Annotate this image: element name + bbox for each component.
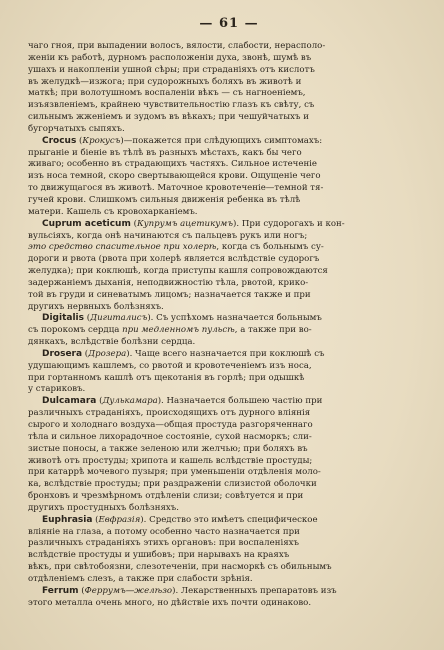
- text-line: [28, 432, 422, 444]
- page-text: [28, 41, 422, 610]
- text-segment: у стариковъ.: [28, 384, 86, 395]
- text-line: [28, 136, 422, 148]
- text-line: [28, 325, 422, 337]
- text-line: [28, 207, 422, 219]
- text-segment: съ порокомъ сердца: [28, 325, 123, 336]
- text-segment: маткѣ; при волотушномъ воспаленіи вѣкъ — съ нагноеніемъ,: [28, 88, 306, 99]
- text-line: [28, 456, 422, 468]
- text-line: [28, 254, 422, 266]
- text-line: [28, 467, 422, 479]
- text-line: [28, 361, 422, 373]
- text-segment: женіи къ работѣ, дурномъ расположеніи духа, звонѣ, шумѣ въ: [28, 52, 312, 63]
- italic-text: Крокусъ: [82, 135, 121, 146]
- text-segment: то движущагося въ животѣ. Маточное кровотеченіе—темной тя-: [28, 183, 324, 194]
- text-segment: тѣла и сильное лихорадочное состояніе, сухой насморкъ; сли-: [28, 431, 312, 442]
- italic-text: Купрумъ ацетикумъ: [136, 218, 234, 229]
- text-segment: живаго; особенно въ страдающихъ частяхъ. Сильное истеченіе: [28, 159, 318, 170]
- text-line: [28, 290, 422, 302]
- text-segment: различныхъ страданіяхъ, происходящихъ отъ дурного вліянія: [28, 408, 311, 419]
- text-line: [28, 88, 422, 100]
- text-segment: , а также при во-: [234, 325, 312, 336]
- text-line: [28, 148, 422, 160]
- text-segment: ). Назначается большею частію при: [157, 396, 323, 407]
- text-segment: дороги и рвота (рвота при холерѣ является вслѣдствіе судорогъ: [28, 254, 320, 265]
- text-segment: задержаніемъ дыханія, неподвижностію тѣла, рвотой, крико-: [28, 277, 309, 288]
- remedy-name: Euphrasia: [42, 514, 93, 525]
- text-line: [28, 444, 422, 456]
- text-line: [28, 219, 422, 231]
- text-segment: (: [82, 348, 89, 359]
- text-line: [28, 586, 422, 598]
- remedy-name: Cuprum aceticum: [42, 218, 131, 229]
- text-segment: (: [76, 135, 83, 146]
- page-number: — 61 —: [199, 16, 259, 31]
- text-segment: ка, вслѣдствіе простуды; при раздраженіи слизистой оболочки: [28, 479, 317, 490]
- remedy-name: Crocus: [42, 135, 77, 146]
- text-segment: ушахъ и накопленіи ушной сѣры; при страданіяхъ отъ кислотъ: [28, 64, 315, 75]
- text-segment: )—покажется при слѣдующихъ симптомахъ:: [120, 135, 323, 146]
- text-line: [28, 231, 422, 243]
- text-line: [28, 527, 422, 539]
- text-segment: (: [96, 396, 103, 407]
- text-segment: (: [84, 313, 91, 324]
- text-line: [28, 159, 422, 171]
- italic-text: Феррумъ—желѣзо: [84, 585, 173, 596]
- text-segment: при катаррѣ мочевого пузыря; при уменьшеніи отдѣленія моло-: [28, 467, 321, 478]
- text-segment: при гортанномъ кашлѣ отъ щекотанія въ горлѣ; при одышкѣ: [28, 372, 305, 383]
- text-segment: , когда съ больнымъ су-: [216, 242, 324, 253]
- text-segment: ). Средство это имѣетъ специфическое: [140, 514, 318, 525]
- text-line: [28, 266, 422, 278]
- text-line: [28, 313, 422, 325]
- text-segment: ). При судорогахъ и кон-: [233, 218, 345, 229]
- text-line: [28, 100, 422, 112]
- remedy-name: Dulcamara: [42, 396, 97, 407]
- text-segment: ). Чаще всего назначается при коклюшѣ съ: [126, 348, 325, 359]
- italic-text: это средство спасительное при холерѣ: [28, 242, 217, 253]
- text-line: [28, 124, 422, 136]
- text-segment: удушающимъ кашлемъ, со рвотой и кровотеченіемъ изъ носа,: [28, 360, 312, 371]
- text-segment: изъ носа темной, скоро свертывающейся крови. Ощущеніе чего: [28, 171, 321, 182]
- text-segment: отдѣленіемъ слезъ, а также при слабости зрѣнія.: [28, 573, 253, 584]
- text-segment: чаго гноя, при выпадении волосъ, вялости, слабости, нерасполо-: [28, 41, 326, 51]
- text-line: [28, 77, 422, 89]
- remedy-name: Ferrum: [42, 585, 79, 596]
- text-segment: животѣ отъ простуды; хрипота и кашель вслѣдствіе простуды;: [28, 455, 313, 466]
- text-segment: этого металла очень много, но дѣйствіе ихъ почти одинаково.: [28, 597, 312, 608]
- text-line: [28, 515, 422, 527]
- text-line: [28, 373, 422, 385]
- text-line: [28, 195, 422, 207]
- text-segment: (: [92, 514, 99, 525]
- text-segment: (: [130, 218, 137, 229]
- text-segment: вульсіяхъ, когда онѣ начинаются съ пальцевъ рукъ или ногъ;: [28, 230, 308, 241]
- text-line: [28, 574, 422, 586]
- text-segment: изъязвленіемъ, крайнею чувствительностію глазъ къ свѣту, съ: [28, 100, 315, 111]
- text-line: [28, 408, 422, 420]
- text-line: [28, 41, 422, 53]
- text-line: [28, 242, 422, 254]
- text-segment: желудка); при коклюшѣ, когда приступы кашля сопровождаются: [28, 266, 328, 277]
- remedy-name: Drosera: [42, 348, 83, 359]
- text-segment: ). Лекарственныхъ препаратовъ изъ: [172, 585, 337, 596]
- text-segment: въ желудкѣ—изжога; при судорожныхъ боляхъ въ животѣ и: [28, 76, 302, 87]
- text-line: [28, 598, 422, 610]
- text-segment: дянкахъ, вслѣдствіе болѣзни сердца.: [28, 337, 196, 348]
- text-segment: вліяніе на глаза, а потому особенно часто назначается при: [28, 526, 300, 537]
- text-line: [28, 503, 422, 515]
- text-segment: бугорчатыхъ сыпяхъ.: [28, 123, 125, 134]
- text-segment: вѣкъ, при свѣтобоязни, слезотеченіи, при насморкѣ съ обильнымъ: [28, 562, 332, 573]
- text-segment: (: [78, 585, 85, 596]
- text-line: [28, 491, 422, 503]
- text-segment: другихъ нервныхъ болѣзняхъ.: [28, 301, 164, 312]
- text-line: [28, 396, 422, 408]
- text-segment: прыганіе и біеніе въ тѣлѣ въ разныхъ мѣстахъ, какъ бы чего: [28, 147, 302, 158]
- text-segment: сильнымъ жженіемъ и зудомъ въ вѣкахъ; при чешуйчатыхъ и: [28, 112, 309, 123]
- text-segment: матери. Кашель съ кровохарканіемъ.: [28, 206, 198, 217]
- italic-text: Евфразія: [98, 514, 141, 525]
- text-segment: гучей крови. Слишкомъ сильныя движенія ребенка въ тѣлѣ: [28, 194, 301, 205]
- text-line: [28, 349, 422, 361]
- text-line: [28, 562, 422, 574]
- text-line: [28, 278, 422, 290]
- text-line: [28, 183, 422, 195]
- text-line: [28, 420, 422, 432]
- text-segment: ). Съ успѣхомъ назначается больнымъ: [147, 313, 322, 324]
- italic-text: Дрозера: [88, 348, 127, 359]
- text-segment: сырого и холоднаго воздуха—общая простуда разгоряченнаго: [28, 420, 313, 430]
- remedy-name: Digitalis: [42, 313, 84, 324]
- text-line: [28, 384, 422, 396]
- text-line: [28, 550, 422, 562]
- text-line: [28, 112, 422, 124]
- text-line: [28, 302, 422, 314]
- italic-text: Дигиталисъ: [90, 313, 148, 324]
- text-segment: вслѣдствіе простуды и ушибовъ; при нарывахъ на краяхъ: [28, 550, 290, 561]
- text-segment: различныхъ страданіяхъ этихъ органовъ: при воспаленіяхъ: [28, 538, 299, 549]
- text-segment: той въ груди и синеватымъ лицомъ; назначается также и при: [28, 289, 311, 300]
- italic-text: Дулькамара: [102, 396, 158, 407]
- text-line: [28, 479, 422, 491]
- text-segment: зистые поносы, а также зеленою или желчью; при боляхъ въ: [28, 443, 308, 454]
- text-segment: другихъ простудныхъ болѣзняхъ.: [28, 502, 179, 513]
- italic-text: при медленномъ пульсѣ: [122, 325, 235, 336]
- text-segment: бронховъ и чрезмѣрномъ отдѣленіи слизи; совѣтуется и при: [28, 491, 304, 502]
- text-line: [28, 65, 422, 77]
- text-line: [28, 53, 422, 65]
- text-line: [28, 538, 422, 550]
- text-line: [28, 171, 422, 183]
- text-line: [28, 337, 422, 349]
